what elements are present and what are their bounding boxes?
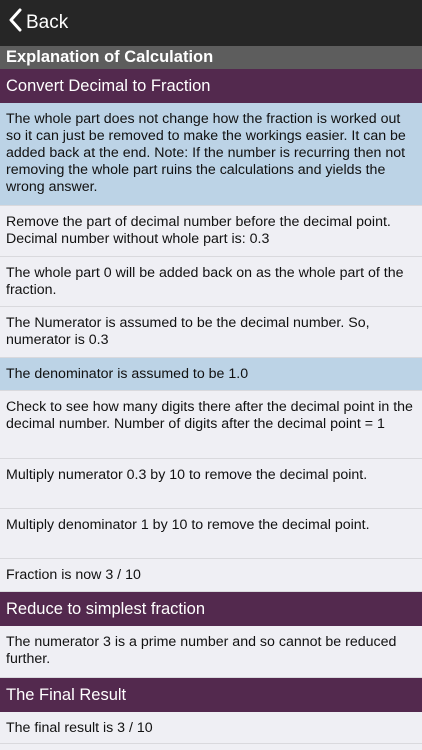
section-convert-header: Convert Decimal to Fraction: [0, 69, 422, 103]
step-fraction-now: Fraction is now 3 / 10: [0, 559, 422, 592]
navigation-bar: [0, 0, 422, 46]
page-title: Explanation of Calculation: [0, 46, 422, 69]
step-digits: Check to see how many digits there after the decimal point in the decimal number. Number of digits after the decimal point = 1: [0, 391, 422, 459]
step-remove-whole: Remove the part of decimal number before the decimal point. Decimal number without whole part is: 0.3: [0, 206, 422, 257]
chevron-left-icon: [8, 8, 26, 38]
step-final-result: The final result is 3 / 10: [0, 712, 422, 744]
step-intro: The whole part does not change how the fraction is worked out so it can just be removed to make the workings easier. It can be added back at the end. Note: If the number is recurring then not removing the whole part ruins the calculations and yields the wrong answer.: [0, 103, 422, 206]
back-label: Back: [26, 12, 69, 33]
back-button[interactable]: [8, 8, 68, 38]
section-final-header: The Final Result: [0, 678, 422, 712]
step-multiply-numerator: Multiply numerator 0.3 by 10 to remove the decimal point.: [0, 459, 422, 509]
step-denominator: The denominator is assumed to be 1.0: [0, 358, 422, 391]
step-multiply-denominator: Multiply denominator 1 by 10 to remove the decimal point.: [0, 509, 422, 559]
step-prime: The numerator 3 is a prime number and so cannot be reduced further.: [0, 626, 422, 678]
step-whole-added: The whole part 0 will be added back on as the whole part of the fraction.: [0, 257, 422, 307]
step-numerator: The Numerator is assumed to be the decimal number. So, numerator is 0.3: [0, 307, 422, 358]
section-reduce-header: Reduce to simplest fraction: [0, 592, 422, 626]
